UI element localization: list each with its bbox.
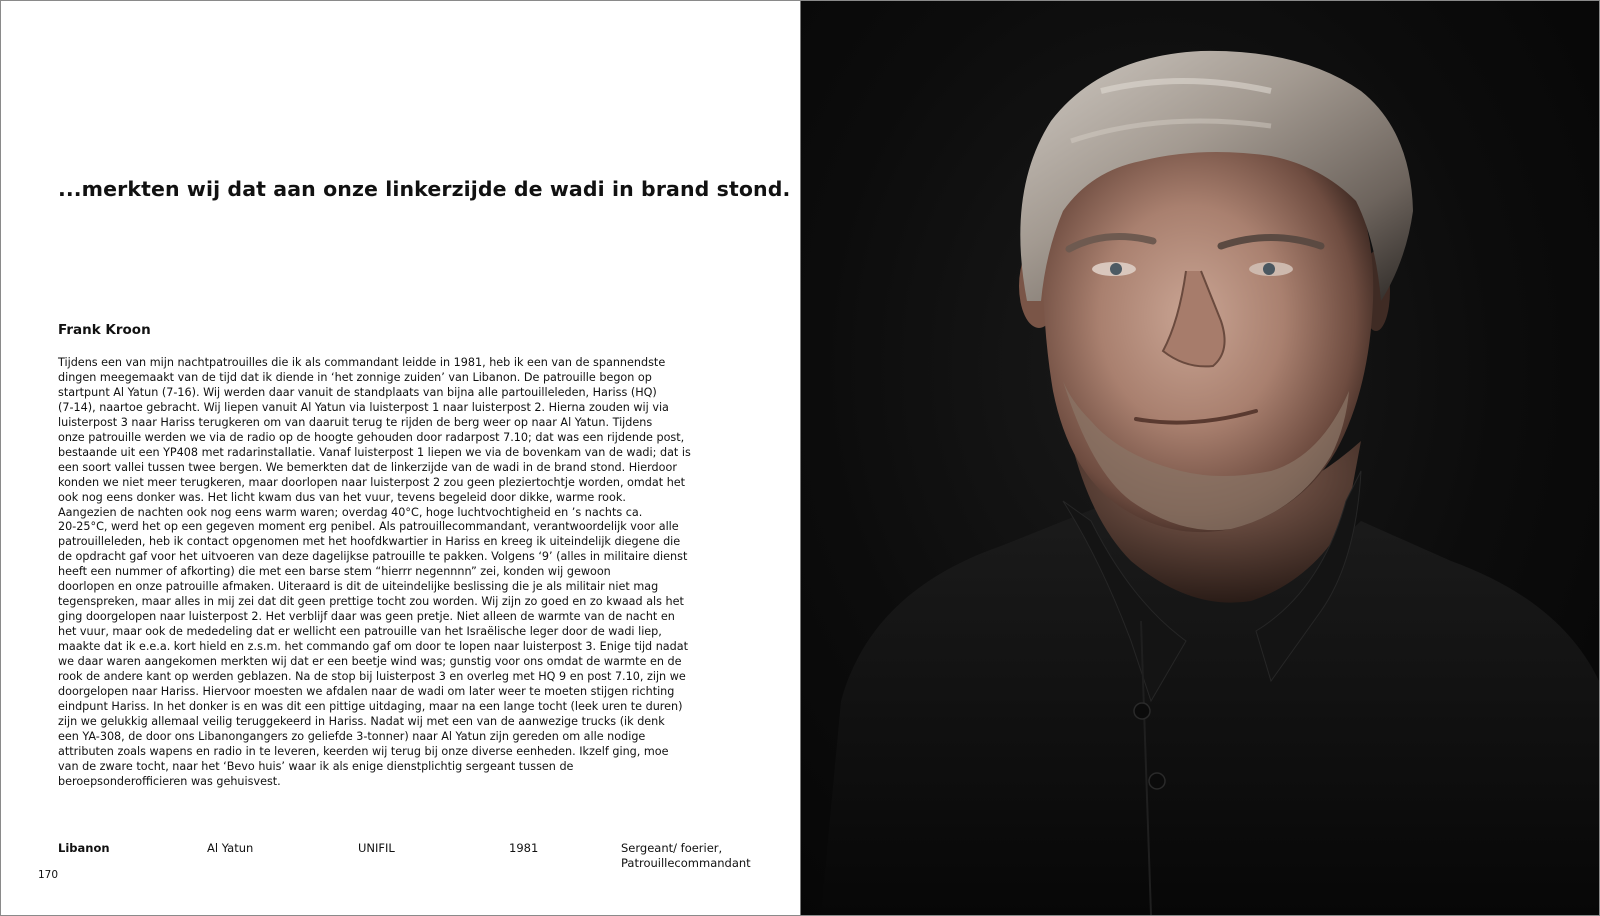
story-line: de opdracht gaf voor het uitvoeren van deze dagelijkse patrouille te pakken. Volgens ‘9’ (alles in militaire dienst: [58, 550, 688, 564]
story-line: konden we niet meer terugkeren, maar doorlopen naar luisterpost 2 zou geen pleziertochtje worden, omdat het: [58, 475, 686, 489]
meta-country: Libanon: [58, 841, 110, 855]
story-line: startpunt Al Yatun (7-16). Wij werden daar vanuit de standplaats van bijna alle partouilleleden, Hariss (HQ): [58, 385, 657, 399]
story-line: een YA-308, de door ons Libanongangers zo geliefde 3-tonner) naar Al Yatun zijn gereden om alle nodige: [58, 729, 646, 743]
shirt-button: [1149, 773, 1165, 789]
story-text: [58, 356, 691, 790]
story-line: rook de andere kant op werden geblazen. Na de stop bij luisterpost 3 en overleg met HQ 9 en post 7.10, zijn we: [58, 670, 686, 684]
meta-mission: UNIFIL: [358, 841, 395, 855]
meta-location: Al Yatun: [207, 841, 254, 855]
story-line: doorlopen en onze patrouille afmaken. Uiteraard is dit de uiteindelijke beslissing die je als militair niet mag: [58, 580, 659, 594]
story-line: een soort vallei tussen twee bergen. We bemerkten dat de linkerzijde van de wadi in de brand stond. Hierdoor: [58, 460, 677, 474]
author-name: Frank Kroon: [58, 322, 151, 338]
story-line: eindpunt Hariss. In het donker is en was dit een pittige uitdaging, maar na een lange tocht (leek uren te duren): [58, 699, 683, 713]
story-line: we daar waren aangekomen merkten wij dat er een beetje wind was; gunstig voor ons omdat de warmte en de: [58, 655, 682, 669]
story-line: dingen meegemaakt van de tijd dat ik diende in ‘het zonnige zuiden’ van Libanon. De patrouille begon op: [58, 370, 652, 384]
story-line: patrouilleleden, heb ik contact opgenomen met het hoofdkwartier in Hariss en kreeg ik uiteindelijk diegene die: [58, 535, 681, 549]
story-line: maakte dat ik e.e.a. kort hield en z.s.m. het commando gaf om door te lopen naar luisterpost 3. Enige tijd nadat: [58, 640, 689, 654]
story-line: heeft een nummer of afkorting) die met een barse stem “hierrr negennnn” zei, konden wij gewoon: [58, 565, 611, 579]
story-line: van de zware tocht, naar het ‘Bevo huis’ waar ik als enige dienstplichtig sergeant tussen de: [58, 759, 574, 773]
shirt-button: [1134, 703, 1150, 719]
meta-rank-line2: Patrouillecommandant: [621, 856, 751, 870]
story-line: tegenspreken, maar alles in mij zei dat dit geen prettige tocht zou worden. Wij zijn zo goed en zo kwaad als het: [58, 595, 684, 609]
story-line: 20-25°C, werd het op een gegeven moment erg penibel. Als patrouillecommandant, verantwoordelijk voor alle: [58, 520, 679, 534]
story-line: beroepsonderofficieren was gehuisvest.: [58, 774, 281, 788]
meta-year: 1981: [509, 841, 539, 855]
story-line: het vuur, maar ook de mededeling dat er wellicht een patrouille van het Israëlische leger door de wadi liep,: [58, 625, 662, 639]
story-line: (7-14), naartoe gebracht. Wij liepen vanuit Al Yatun via luisterpost 1 naar luisterpost 2. Hierna zouden wij via: [58, 400, 669, 414]
meta-rank: [621, 841, 751, 871]
story-line: onze patrouille werden we via de radio op de hoogte gehouden door radarpost 7.10; dat was een rijdende post,: [58, 430, 685, 444]
portrait-illustration: [801, 1, 1599, 915]
story-line: luisterpost 3 naar Hariss terugkeren om van daaruit terug te rijden de berg weer op naar Al Yatun. Tijdens: [58, 415, 653, 429]
portrait-photo: [801, 1, 1599, 915]
story-line: ook nog eens donker was. Het licht kwam dus van het vuur, tevens begeleid door dikke, warme rook.: [58, 490, 626, 504]
page-number: 170: [38, 869, 59, 881]
story-line: doorgelopen naar Hariss. Hiervoor moesten we afdalen naar de wadi om later weer te moeten stijgen richting: [58, 684, 675, 698]
story-line: attributen zoals wapens en radio in te leveren, keerden wij terug bij onze diverse eenheden. Ikzelf ging, moe: [58, 744, 669, 758]
story-line: Aangezien de nachten ook nog eens warm waren; overdag 40°C, hoge luchtvochtigheid en ’s nachts ca.: [58, 505, 643, 519]
page-headline: ...merkten wij dat aan onze linkerzijde de wadi in brand stond.: [58, 177, 791, 201]
story-line: Tijdens een van mijn nachtpatrouilles die ik als commandant leidde in 1981, heb ik een van de spannendste: [58, 356, 666, 369]
story-line: zijn we gelukkig allemaal veilig teruggekeerd in Hariss. Nadat wij met een van de aanwezige trucks (ik denk: [58, 714, 665, 728]
story-line: ging doorgelopen naar luisterpost 2. Het verblijf daar was geen pretje. Niet alleen de warmte van de nacht en: [58, 610, 675, 624]
meta-rank-line1: Sergeant/ foerier,: [621, 841, 723, 855]
text-page: [1, 1, 800, 915]
story-line: bestaande uit een YP408 met radarinstallatie. Vanaf luisterpost 1 liepen we via de bovenkam van de wadi; dat is: [58, 445, 691, 459]
